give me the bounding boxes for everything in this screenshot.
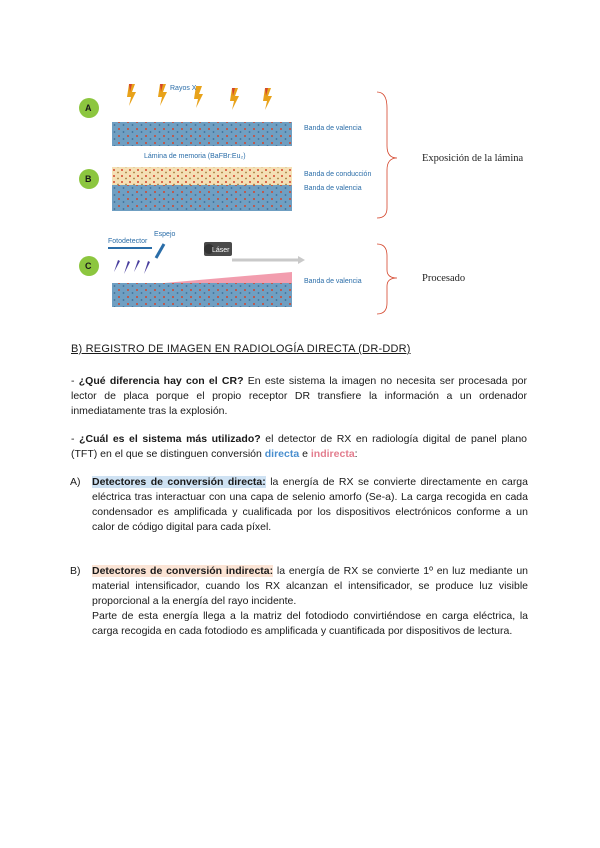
label-a: A bbox=[85, 103, 92, 113]
paragraph-q1 bbox=[71, 374, 527, 419]
espejo-label: Espejo bbox=[154, 231, 176, 238]
mirror bbox=[156, 244, 164, 258]
brace-procesado bbox=[377, 244, 397, 314]
q2-answer: el detector de RX en radiología digital de panel plano (TFT) en el que se distinguen conversión bbox=[71, 433, 528, 460]
list-item-a bbox=[70, 475, 528, 535]
q1-question: ¿Qué diferencia hay con el CR? bbox=[78, 375, 244, 387]
q1-prefix: - bbox=[71, 375, 79, 387]
banda-valencia-c: Banda de valencia bbox=[304, 278, 362, 285]
brace-label-procesado: Procesado bbox=[422, 273, 466, 284]
section-title: B) REGISTRO DE IMAGEN EN RADIOLOGÍA DIRECTA (DR-DDR) bbox=[71, 343, 411, 355]
list-item-b bbox=[70, 564, 529, 639]
label-b: B bbox=[85, 174, 92, 184]
label-c: C bbox=[85, 261, 92, 271]
fotodetector-label: Fotodetector bbox=[108, 238, 148, 245]
q1-answer: En este sistema la imagen no necesita ser procesada por lector de placa porque el propio receptor DR transfiere la información a un ordenador inmediatamente tras la explosión. bbox=[71, 375, 528, 417]
lamina-memoria-label: Lámina de memoria (BaFBr:Eu₂) bbox=[144, 153, 246, 160]
laser-label: Láser bbox=[212, 247, 230, 254]
rayos-x-label: Rayos X bbox=[170, 85, 197, 92]
brace-label-exposicion: Exposición de la lámina bbox=[422, 153, 524, 164]
item-a-title: Detectores de conversión directa: bbox=[92, 476, 266, 488]
q2-indirecta: indirecta bbox=[310, 448, 355, 460]
item-b-marker: B) bbox=[70, 565, 81, 577]
paragraph-q2 bbox=[71, 432, 527, 462]
banda-valencia-b: Banda de valencia bbox=[304, 185, 362, 192]
item-b-title: Detectores de conversión indirecta: bbox=[92, 565, 274, 577]
item-b-text: la energía de RX se convierte 1º en luz mediante un material intensificador, cuando los RX alcanzan el intensificador, se produce luz visible proporcional a la energía del rayo incidente. bbox=[92, 565, 529, 607]
q2-directa: directa bbox=[264, 448, 300, 460]
q2-and: e bbox=[299, 448, 311, 460]
item-a-marker: A) bbox=[70, 476, 81, 488]
item-b-text2: Parte de esta energía llega a la matriz del fotodiodo convirtiéndose en carga eléctrica, la carga recogida en cada fotodiodo es amplificada y cuantificada por dispositivos de lectura. bbox=[92, 610, 528, 637]
q2-prefix: - bbox=[71, 433, 80, 445]
q2-end: : bbox=[354, 448, 358, 460]
banda-valencia-a: Banda de valencia bbox=[304, 125, 362, 132]
xray-bolts bbox=[127, 84, 272, 110]
photodetector-arrows bbox=[114, 260, 150, 274]
item-a-text: la energía de RX se convierte directamente en carga eléctrica tras interactuar con una capa de selenio amorfo (Se-a). La carga recogida en cada condensador es amplificada y cualificada por los dispositivos electrónicos conforme a un calor de código digital para cada píxel. bbox=[92, 476, 528, 533]
brace-exposicion bbox=[377, 92, 397, 218]
banda-conduccion-label: Banda de conducción bbox=[304, 171, 372, 178]
q2-question: ¿Cuál es el sistema más utilizado? bbox=[79, 433, 261, 445]
